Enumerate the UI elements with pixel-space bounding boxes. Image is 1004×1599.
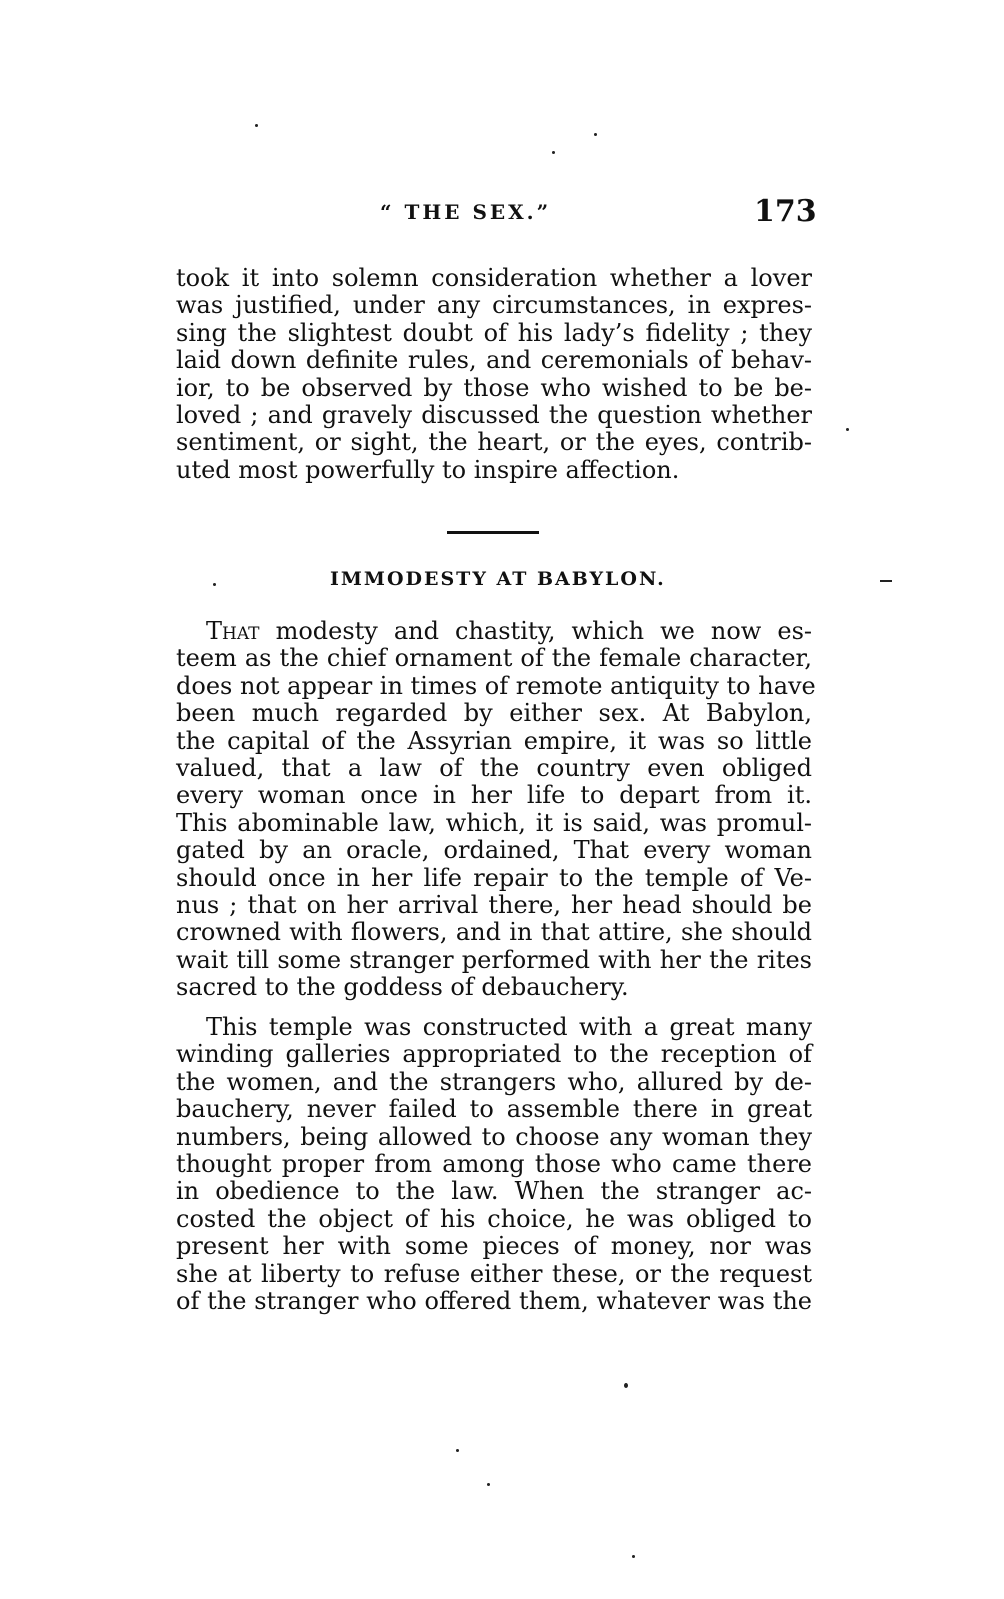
scan-speck — [594, 133, 597, 136]
text-line: bauchery, never failed to assemble there in great — [176, 1095, 812, 1124]
text-line: loved ; and gravely discussed the question whether — [176, 400, 812, 429]
text-line: was justified, under any circumstances, in expres- — [176, 291, 812, 320]
text-line: This temple was constructed with a great many — [206, 1013, 812, 1041]
scan-speck — [456, 1449, 459, 1452]
text-line: she at liberty to refuse either these, or the request — [176, 1259, 812, 1288]
text-line: laid down definite rules, and ceremonials of behav- — [176, 346, 812, 375]
text-line: in obedience to the law. When the stranger ac- — [176, 1177, 812, 1206]
text-line: valued, that a law of the country even obliged — [176, 753, 812, 782]
text-line: sacred to the goddess of debauchery. — [176, 973, 629, 1002]
scan-speck — [487, 1483, 490, 1486]
text-line: present her with some pieces of money, nor was — [176, 1232, 812, 1261]
text-line: numbers, being allowed to choose any woman they — [176, 1122, 812, 1151]
text-line: winding galleries appropriated to the reception of — [176, 1040, 812, 1069]
text-line: This abominable law, which, it is said, was promul- — [176, 808, 812, 837]
text-line: every woman once in her life to depart from it. — [176, 781, 812, 810]
text-line: ior, to be observed by those who wished to be be- — [176, 373, 812, 402]
text-line: uted most powerfully to inspire affection. — [176, 455, 680, 484]
text-line — [176, 618, 812, 645]
first-line-rest: modesty and chastity, which we now es- — [275, 617, 812, 645]
scan-speck — [213, 583, 216, 586]
scan-speck — [624, 1383, 628, 1388]
text-line: wait till some stranger performed with her the rites — [176, 945, 812, 974]
text-line: sentiment, or sight, the heart, or the eyes, contrib- — [176, 428, 812, 457]
first-word: That — [206, 617, 260, 645]
text-line: took it into solemn consideration whether a lover — [176, 264, 812, 292]
running-head: “ THE SEX.” — [380, 200, 552, 224]
text-line: the capital of the Assyrian empire, it was so little — [176, 726, 812, 755]
text-line: thought proper from among those who came there — [176, 1149, 812, 1178]
text-line: should once in her life repair to the temple of Ve- — [176, 863, 812, 892]
section-divider — [447, 531, 539, 534]
scan-speck — [846, 428, 849, 431]
text-line: of the stranger who offered them, whatever was the — [176, 1286, 812, 1315]
page-number: 173 — [754, 194, 817, 229]
text-line: sing the slightest doubt of his lady’s fidelity ; they — [176, 318, 812, 347]
scan-speck — [552, 151, 555, 154]
text-line: the women, and the strangers who, allured by de- — [176, 1067, 812, 1096]
section-heading: IMMODESTY AT BABYLON. — [330, 568, 666, 590]
paragraph-3 — [176, 1014, 812, 1315]
text-line: costed the object of his choice, he was obliged to — [176, 1204, 812, 1233]
paragraph-1 — [176, 265, 812, 484]
scan-speck — [632, 1555, 635, 1558]
text-line: been much regarded by either sex. At Babylon, — [176, 699, 812, 728]
text-line: gated by an oracle, ordained, That every woman — [176, 836, 812, 865]
text-line: crowned with flowers, and in that attire, she should — [176, 918, 812, 947]
text-line: does not appear in times of remote antiquity to have — [176, 671, 816, 700]
text-line: teem as the chief ornament of the female character, — [176, 644, 812, 673]
scan-speck — [255, 124, 258, 127]
scan-speck — [880, 580, 892, 582]
paragraph-2 — [176, 617, 816, 1002]
text-line: nus ; that on her arrival there, her head should be — [176, 890, 812, 919]
